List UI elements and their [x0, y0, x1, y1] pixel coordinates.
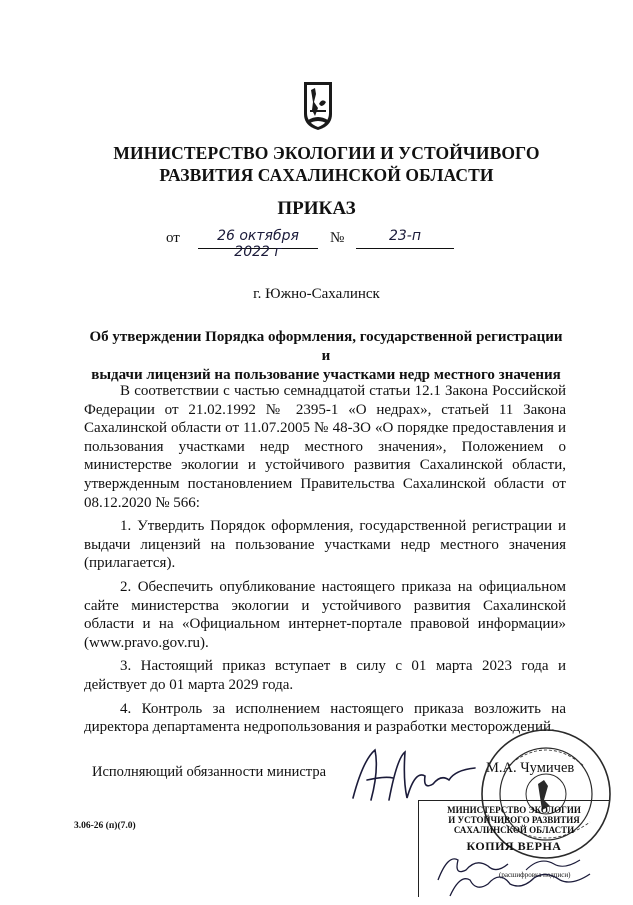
ministry-header [60, 142, 593, 186]
preamble-paragraph: В соответствии с частью семнадцатой статьи 12.1 Закона Российской Федерации от 21.02.1992 № 2395-1 «О недрах», статьей 11 Закона Сахалинской области от 11.07.2005 № 48-ЗО «О порядке предоставления и пользования участками недр местного значения», Положением о министерстве экологии и устойчивого развития Сахалинской области, утвержденным постановлением Правительства Сахалинской области от 08.12.2020 № 566: [84, 383, 566, 511]
order-date-number-line [160, 228, 460, 260]
order-subject [86, 328, 566, 385]
item-2-paragraph: 2. Обеспечить опубликование настоящего приказа на официальном сайте министерства экологии и устойчивого развития Сахалинской области и на «Официальном интернет-портале правовой информации» (www.pravo.gov.ru). [84, 578, 566, 651]
signer-position: Исполняющий обязанности министра [92, 764, 327, 780]
coat-of-arms-emblem [302, 80, 334, 132]
document-code: 3.06-26 (п)(7.0) [74, 821, 136, 831]
handwritten-order-number: 23-п [356, 228, 454, 249]
date-from-label: от [166, 230, 180, 246]
ministry-line-1: МИНИСТЕРСТВО ЭКОЛОГИИ И УСТОЙЧИВОГО [113, 143, 540, 163]
stamp-copy-label: КОПИЯ ВЕРНА [466, 839, 562, 853]
subject-line-2: выдачи лицензий на пользование участками недр местного значения [91, 367, 561, 383]
ministry-line-2: РАЗВИТИЯ САХАЛИНСКОЙ ОБЛАСТИ [159, 165, 494, 185]
stamp-line-3: САХАЛИНСКОЙ ОБЛАСТИ [453, 825, 575, 835]
item-3-paragraph: 3. Настоящий приказ вступает в силу с 01 марта 2023 года и действует до 01 марта 2029 года. [84, 658, 566, 693]
stamp-signatures [430, 840, 610, 900]
stamp-line-2: И УСТОЙЧИВОГО РАЗВИТИЯ [448, 815, 580, 825]
item-4-paragraph: 4. Контроль за исполнением настоящего приказа возложить на директора департамента недропользования и разработки месторождений. [84, 700, 566, 736]
subject-line-1: Об утверждении Порядка оформления, государственной регистрации и [89, 329, 563, 364]
stamp-signature-caption: (расшифровка подписи) [499, 871, 571, 879]
handwritten-date: 26 октября 2022 г [198, 228, 318, 249]
number-sign: № [330, 230, 345, 246]
order-body [84, 382, 566, 737]
city-name: г. Южно-Сахалинск [253, 286, 380, 302]
item-1-paragraph: 1. Утвердить Порядок оформления, государственной регистрации и выдачи лицензий на пользование участками недр местного значения (прилагается). [84, 518, 566, 572]
stamp-line-1: МИНИСТЕРСТВО ЭКОЛОГИИ [447, 805, 581, 815]
order-title: ПРИКАЗ [277, 198, 356, 219]
signer-name: М.А. Чумичев [486, 760, 575, 776]
